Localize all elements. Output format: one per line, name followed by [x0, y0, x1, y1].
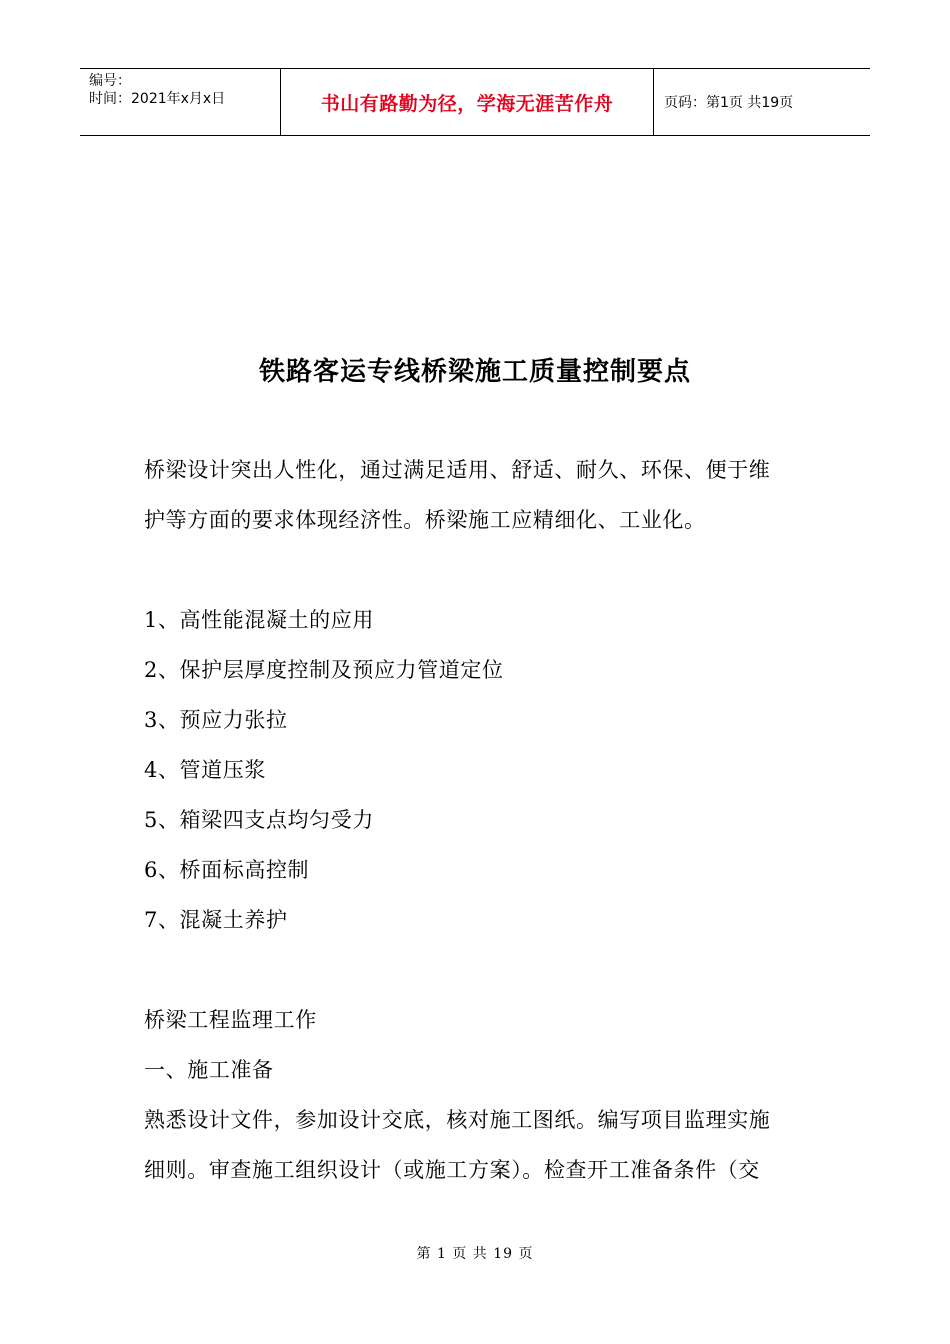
list-item: 1、高性能混凝土的应用 [144, 608, 374, 632]
page-footer: 第 1 页 共 19 页 [416, 1246, 534, 1262]
intro-paragraph [144, 445, 814, 545]
list-item: 3、预应力张拉 [144, 708, 288, 732]
list-item: 5、箱梁四支点均匀受力 [144, 808, 374, 832]
header-motto: 书山有路勤为径，学海无涯苦作舟 [281, 69, 654, 135]
header-page-code: 页码：第1页 共19页 [664, 95, 794, 111]
list-item: 6、桥面标高控制 [144, 858, 310, 882]
intro-line: 护等方面的要求体现经济性。桥梁施工应精细化、工业化。 [144, 508, 706, 532]
points-list [144, 595, 814, 945]
section-heading: 桥梁工程监理工作 [144, 1008, 317, 1032]
list-item: 2、保护层厚度控制及预应力管道定位 [144, 658, 504, 682]
intro-line: 桥梁设计突出人性化，通过满足适用、舒适、耐久、环保、便于维 [144, 458, 771, 482]
header-info-cell [80, 69, 281, 135]
section-line: 熟悉设计文件，参加设计交底，核对施工图纸。编写项目监理实施 [144, 1108, 771, 1132]
section-line: 细则。审查施工组织设计（或施工方案）。检查开工准备条件（交 [144, 1158, 760, 1182]
document-title: 铁路客运专线桥梁施工质量控制要点 [258, 357, 691, 387]
time-label: 时间：2021年x月x日 [89, 91, 226, 107]
page-header [80, 68, 870, 136]
section-subheading: 一、施工准备 [144, 1058, 274, 1082]
list-item: 4、管道压浆 [144, 758, 266, 782]
supervision-section [144, 995, 814, 1195]
list-item: 7、混凝土养护 [144, 908, 288, 932]
number-label: 编号： [89, 73, 131, 89]
